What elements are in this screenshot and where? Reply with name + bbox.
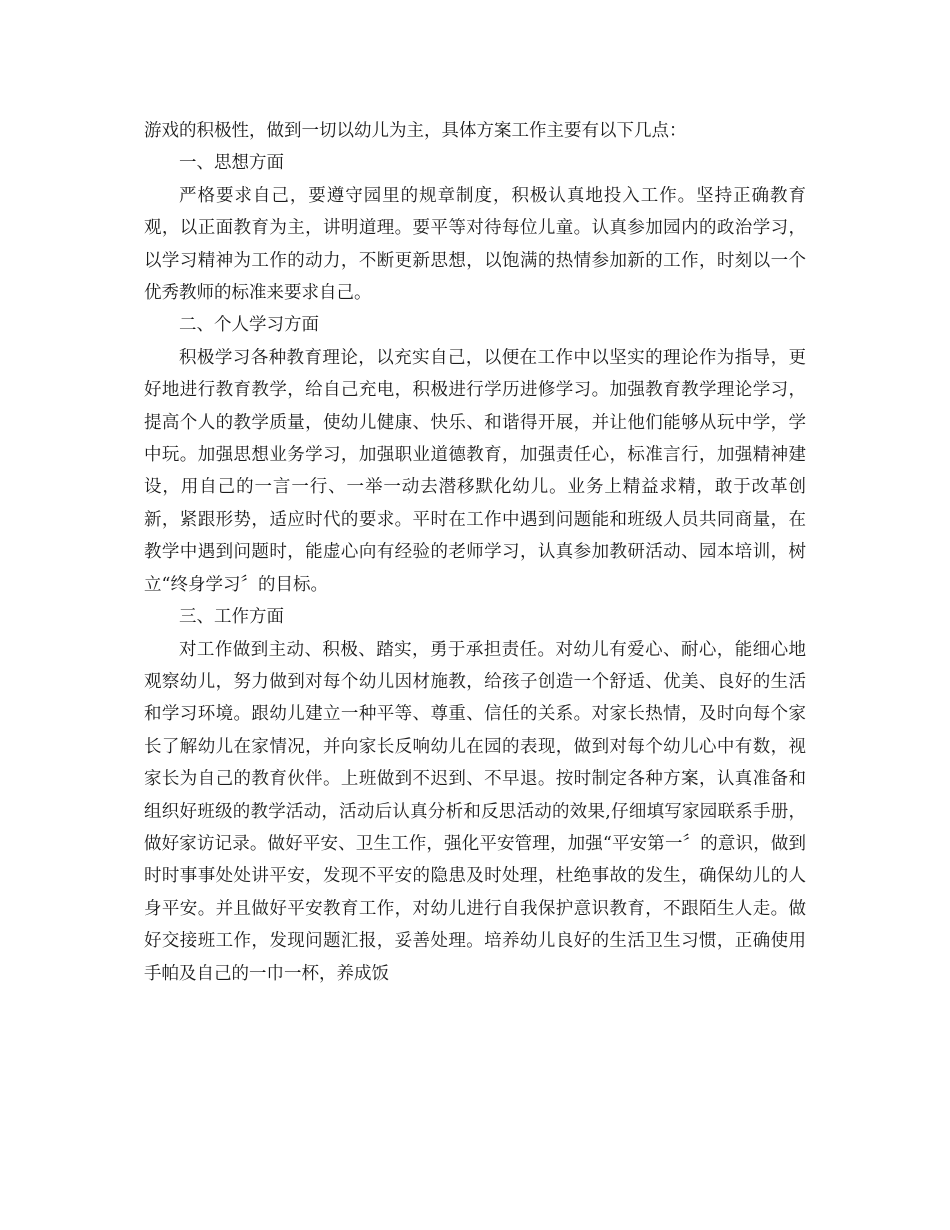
section-heading-personal-study: 二、个人学习方面 (179, 315, 319, 336)
paragraph-personal-study: 积极学习各种教育理论，以充实自己，以便在工作中以坚实的理论作为指导，更好地进行教育教学，给自己充电，积极进行学历进修学习。加强教育教学理论学习，提高个人的教学质量，使幼儿健康、快乐、和谐得开展，并让他们能够从玩中学，学中玩。加强思想业务学习，加强职业道德教育，加强责任心，标准言行，加强精神建设，用自己的一言一行、一举一动去潜移默化幼儿。业务上精益求精，敢于改革创新，紧跟形势，适应时代的要求。平时在工作中遇到问题能和班级人员共同商量，在教学中遇到问题时，能虚心向有经验的老师学习，认真参加教研活动、园本培训，树立“终身学习〞的目标。 (144, 347, 806, 595)
document-body (144, 115, 806, 990)
paragraph-thought: 严格要求自己，要遵守园里的规章制度，积极认真地投入工作。坚持正确教育观，以正面教育为主，讲明道理。要平等对待每位儿童。认真参加园内的政治学习，以学习精神为工作的动力，不断更新思想，以饱满的热情参加新的工作，时刻以一个优秀教师的标准来要求自己。 (144, 185, 806, 304)
paragraph-work: 对工作做到主动、积极、踏实，勇于承担责任。对幼儿有爱心、耐心，能细心地观察幼儿，努力做到对每个幼儿因材施教，给孩子创造一个舒适、优美、良好的生活和学习环境。跟幼儿建立一种平等、尊重、信任的关系。对家长热情，及时向每个家长了解幼儿在家情况，并向家长反响幼儿在园的表现，做到对每个幼儿心中有数，视家长为自己的教育伙伴。上班做到不迟到、不早退。按时制定各种方案，认真准备和组织好班级的教学活动，活动后认真分析和反思活动的效果,仔细填写家园联系手册，做好家访记录。做好平安、卫生工作，强化平安管理，加强“平安第一〞的意识，做到时时事事处处讲平安，发现不平安的隐患及时处理，杜绝事故的发生，确保幼儿的人身平安。并且做好平安教育工作，对幼儿进行自我保护意识教育，不跟陌生人走。做好交接班工作，发现问题汇报，妥善处理。培养幼儿良好的生活卫生习惯，正确使用手帕及自己的一巾一杯，养成饭 (144, 639, 806, 984)
section-heading-work: 三、工作方面 (179, 607, 284, 628)
section-heading-thought: 一、思想方面 (179, 153, 284, 174)
paragraph-intro-continued: 游戏的积极性，做到一切以幼儿为主，具体方案工作主要有以下几点： (144, 121, 687, 141)
